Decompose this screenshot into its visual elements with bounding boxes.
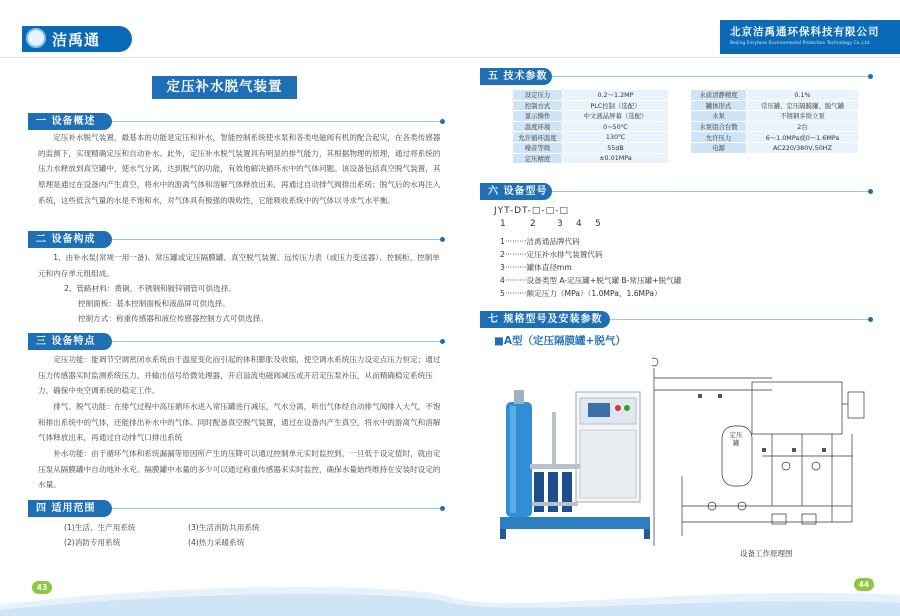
diagram-caption: 设备工作原理图 bbox=[740, 549, 793, 558]
spec-value: PLC控制（选配） bbox=[563, 100, 669, 111]
spec-value: 2台 bbox=[747, 121, 859, 132]
install-subheading: ■A型（定压隔膜罐+脱气） bbox=[494, 335, 626, 347]
section-rule bbox=[112, 508, 444, 509]
model-code-index: 1 bbox=[500, 219, 506, 229]
logo-icon bbox=[26, 28, 46, 48]
section-rule-dot bbox=[868, 317, 873, 322]
spec-row bbox=[691, 121, 859, 132]
spec-key: 允许压力 bbox=[691, 132, 747, 143]
section-rule bbox=[112, 121, 444, 122]
spec-row bbox=[691, 142, 859, 153]
spec-row bbox=[513, 111, 669, 122]
scope-item: (2)消防专用系统 bbox=[64, 538, 121, 547]
feature-item: 定压功能：能调节空调密闭水系统由于温度变化而引起的体积膨胀及收缩，使空调水系统压力设定点压力恒定；通过压力传感器实时监测系统压力，并输出信号给微处理器，开启溢流电磁阀减压或开启定压泵补压，从而精确稳定系统压力，确保中央空调系统的稳定工作。 bbox=[38, 355, 441, 396]
section-rule-dot bbox=[440, 237, 445, 242]
spec-key: 水质清静精度 bbox=[691, 90, 747, 101]
company-name-en: Beijing Eerytone Environmental Protection Technology Co.,Ltd. bbox=[730, 41, 871, 46]
section-rule bbox=[610, 319, 872, 320]
spec-value: 0~50℃ bbox=[563, 121, 669, 132]
spec-row bbox=[513, 153, 669, 164]
spec-value: 0.2～1.2MP bbox=[563, 90, 669, 101]
model-code-line: 5·········额定压力（MPa）（1.0MPa、1.6MPa） bbox=[500, 289, 662, 298]
spec-key: 电源 bbox=[691, 142, 747, 153]
model-code: JYT-DT-□-□-□ bbox=[494, 206, 569, 216]
spec-row bbox=[513, 90, 669, 101]
spec-key: 水泵 bbox=[691, 111, 747, 122]
spec-value: 不锈钢多级立泵 bbox=[747, 111, 859, 122]
model-code-line: 3·········罐体直径mm bbox=[500, 263, 572, 272]
section-heading-scope: 四 适用范围 bbox=[28, 500, 112, 517]
section-heading-install: 七 规格型号及安装参数 bbox=[480, 311, 610, 328]
model-code-line: 4·········设备类型 A-定压罐+脱气罐 B-常压罐+脱气罐 bbox=[500, 276, 682, 285]
spec-table-2 bbox=[690, 89, 859, 154]
section-rule-dot bbox=[868, 74, 873, 79]
spec-key: 噪音等级 bbox=[513, 142, 563, 153]
section-heading-overview: 一 设备概述 bbox=[28, 113, 112, 130]
section-heading-model: 六 设备型号 bbox=[480, 183, 552, 200]
composition-item: 1、由补水泵(常规一用一备)、常压罐或定压隔膜罐、真空脱气装置、远传压力表（或压力变送器）、控制柜、控制单元和内存单元组组成。 bbox=[38, 253, 440, 278]
spec-value: 0.1% bbox=[747, 90, 859, 101]
model-code-index: 3 bbox=[557, 219, 563, 229]
page-number-left: 43 bbox=[32, 581, 52, 594]
header-divider bbox=[0, 57, 900, 58]
spec-key: 罐体形式 bbox=[691, 100, 747, 111]
model-code-index: 4 bbox=[576, 219, 582, 229]
spec-key: 显示操作 bbox=[513, 111, 563, 122]
feature-item: 排气、脱气功能：在排气过程中高压循环水进入常压罐进行减压，气水分离，听出气体经自动排气阀排入大气，不饱和排出系统中的气体，还能排出补水中的气体。同时配备真空脱气装置，通过在设备内产生真空，将水中的游离气和溶解气体释放出来，再通过自动排气口排出系统 bbox=[38, 402, 441, 443]
spec-key: 允许循环温度 bbox=[513, 132, 563, 143]
company-name-cn: 北京洁禹通环保科技有限公司 bbox=[730, 26, 880, 38]
spec-row bbox=[513, 132, 669, 143]
spec-row bbox=[691, 100, 859, 111]
spec-table-1 bbox=[512, 89, 669, 164]
spec-row bbox=[691, 111, 859, 122]
section-heading-specs: 五 技术参数 bbox=[480, 68, 552, 85]
spec-row bbox=[513, 121, 669, 132]
section-rule-dot bbox=[440, 506, 445, 511]
spec-value: AC220/380V,50HZ bbox=[747, 142, 859, 153]
diagram-tank-label: 定压罐 bbox=[729, 431, 743, 447]
section-rule bbox=[112, 239, 444, 240]
spec-value: 130℃ bbox=[563, 132, 669, 143]
spec-value: 中文液晶屏幕（选配） bbox=[563, 111, 669, 122]
section-heading-composition: 二 设备构成 bbox=[28, 231, 112, 248]
section-rule bbox=[552, 191, 872, 192]
feature-item: 补水功能：由于循环气体和系统漏漏等原因所产生的压降可以通过控制单元实时监控到，一旦低于设定值时，就由定压泵从隔膜罐中自动地补水充。隔膜罐中水量的多少可以通过称重传感器来实时监控，确保水量始终维持在安装时设定的水量。 bbox=[38, 449, 441, 490]
section-rule bbox=[552, 76, 872, 77]
spec-row bbox=[513, 100, 669, 111]
spec-row bbox=[691, 132, 859, 143]
model-code-line: 1·········洁禹通品牌代码 bbox=[500, 237, 580, 246]
page-title: 定压补水脱气装置 bbox=[152, 76, 297, 99]
model-code-index: 2 bbox=[530, 219, 536, 229]
spec-row bbox=[691, 90, 859, 101]
section-rule-dot bbox=[868, 189, 873, 194]
section-rule-dot bbox=[440, 339, 445, 344]
scope-item: (4)热力采暖系统 bbox=[188, 538, 245, 547]
section-heading-features: 三 设备特点 bbox=[28, 333, 112, 350]
scope-item: (1)生活、生产用系统 bbox=[64, 523, 136, 532]
composition-item: 控制面板：基本控制面板和液晶屏可供选择。 bbox=[78, 299, 230, 308]
spec-key: 控制方式 bbox=[513, 100, 563, 111]
spec-key: 定压精度 bbox=[513, 153, 563, 164]
composition-item: 控制方式：称重传感器和液位传感器控制方式可供选择。 bbox=[78, 314, 268, 323]
spec-key: 温度环境 bbox=[513, 121, 563, 132]
spec-value: 6～1.0MPa或0～1.6MPa bbox=[747, 132, 859, 143]
section-rule bbox=[112, 341, 444, 342]
spec-row bbox=[513, 142, 669, 153]
overview-text: 定压补水脱气装置，最基本的功能是定压和补水，智能控制系统使水泵和各类电磁阀有机的配合起灾，在各类传感器的监测下，实现精确定压和自动补水。此外，定压补水脱气装置具有明显的排气能力，其根据物理的原理，通过将系统的压力水释放到真空罐中，使水气分离，达到脱气的功能，有效地解决循环水中的气体问题。该设备包括真空脱气装置，其原理是通过在设备内产生真空，将水中的游离气体和溶解气体释放出来，再通过自动排气阀排出系统；脱气后的水再注入系统，这些低含气量的水是不饱和水，对气体具有极强的吸收性，它能吸收系统中的气体以寻求气水平衡。 bbox=[38, 133, 441, 205]
model-code-line: 2·········定压补水排气装置代码 bbox=[500, 250, 603, 259]
spec-key: 设定压力 bbox=[513, 90, 563, 101]
logo-text: 洁禹通 bbox=[52, 31, 101, 49]
working-principle-diagram bbox=[652, 356, 884, 548]
page-number-right: 44 bbox=[854, 578, 874, 591]
spec-value: 常压罐、定压隔膜罐、脱气罐 bbox=[747, 100, 859, 111]
product-photo bbox=[492, 372, 652, 544]
spec-value: ±0.01MPa bbox=[563, 153, 669, 164]
composition-item: 2、管路材料：黄铜、不锈钢和镀锌钢管可供选择。 bbox=[64, 284, 236, 293]
model-code-index: 5 bbox=[595, 219, 601, 229]
scope-item: (3)生活消防共用系统 bbox=[188, 523, 260, 532]
spec-key: 水泵组合台数 bbox=[691, 121, 747, 132]
footer-swoosh bbox=[0, 575, 900, 616]
spec-value: 55dB bbox=[563, 142, 669, 153]
section-rule-dot bbox=[440, 119, 445, 124]
